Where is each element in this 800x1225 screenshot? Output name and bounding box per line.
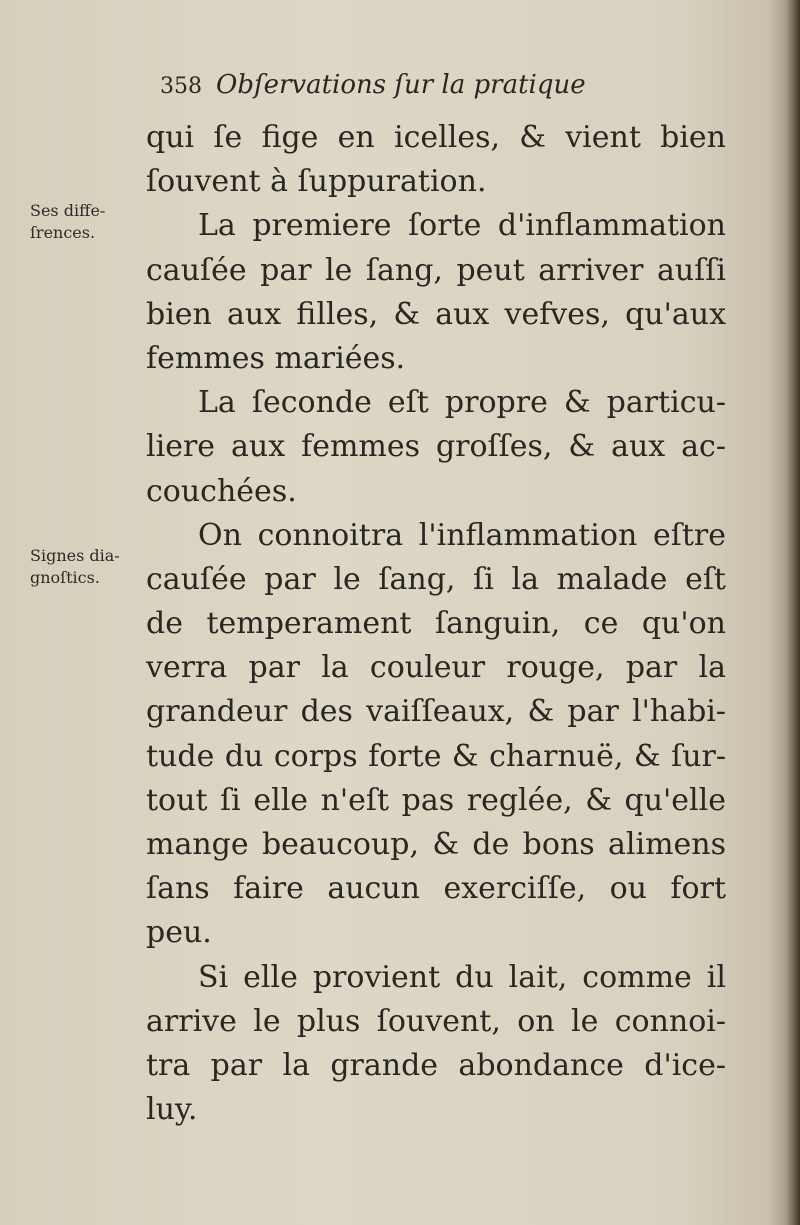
- text-line: femmes mariées.: [146, 340, 406, 376]
- text-line: cauſée par le ſang, ſi la malade eſt: [146, 561, 726, 597]
- text-line: grandeur des vaiſſeaux, & par l'habi-: [146, 694, 726, 730]
- text-line: verra par la couleur rouge, par la: [146, 650, 726, 686]
- margin-note-differences: [30, 200, 150, 244]
- margin-note-line: ſrences.: [30, 223, 96, 242]
- text-line: La ſeconde eſt propre & particu-: [198, 385, 726, 421]
- page-number: 358: [160, 74, 202, 99]
- body-text: [146, 116, 726, 1132]
- text-line: peu.: [146, 915, 212, 951]
- margin-note-line: Signes dia-: [30, 546, 120, 565]
- margin-note-line: gnoſtics.: [30, 568, 100, 587]
- text-line: couchées.: [146, 473, 297, 509]
- page-edge-shadow: [786, 0, 800, 1225]
- margin-note-diagnostic-signs: [30, 545, 150, 589]
- text-line: liere aux femmes groſſes, & aux ac-: [146, 429, 726, 465]
- text-line: arrive le plus ſouvent, on le connoi-: [146, 1003, 726, 1039]
- text-line: cauſée par le ſang, peut arriver auſſi: [146, 252, 726, 288]
- text-line: On connoitra l'inflammation eſtre: [198, 517, 726, 553]
- running-header: [160, 70, 720, 114]
- margin-note-line: Ses diffe-: [30, 201, 106, 220]
- text-line: Si elle provient du lait, comme il: [198, 959, 726, 995]
- text-line: ſouvent à ſuppuration.: [146, 164, 487, 200]
- text-line: qui ſe fige en icelles, & vient bien: [146, 120, 726, 155]
- text-line: tout ſi elle n'eſt pas reglée, & qu'elle: [146, 782, 726, 818]
- text-line: bien aux filles, & aux vefves, qu'aux: [146, 296, 726, 332]
- text-line: de temperament ſanguin, ce qu'on: [146, 606, 726, 642]
- text-line: luy.: [146, 1092, 198, 1128]
- running-title: Obſervations ſur la pratique: [216, 70, 586, 100]
- text-line: La premiere ſorte d'inflammation: [198, 208, 726, 244]
- text-line: mange beaucoup, & de bons alimens: [146, 827, 726, 862]
- text-line: tra par la grande abondance d'ice-: [146, 1047, 726, 1083]
- text-line: tude du corps forte & charnuë, & ſur-: [146, 738, 726, 774]
- text-line: ſans faire aucun exerciſſe, ou fort: [146, 871, 726, 907]
